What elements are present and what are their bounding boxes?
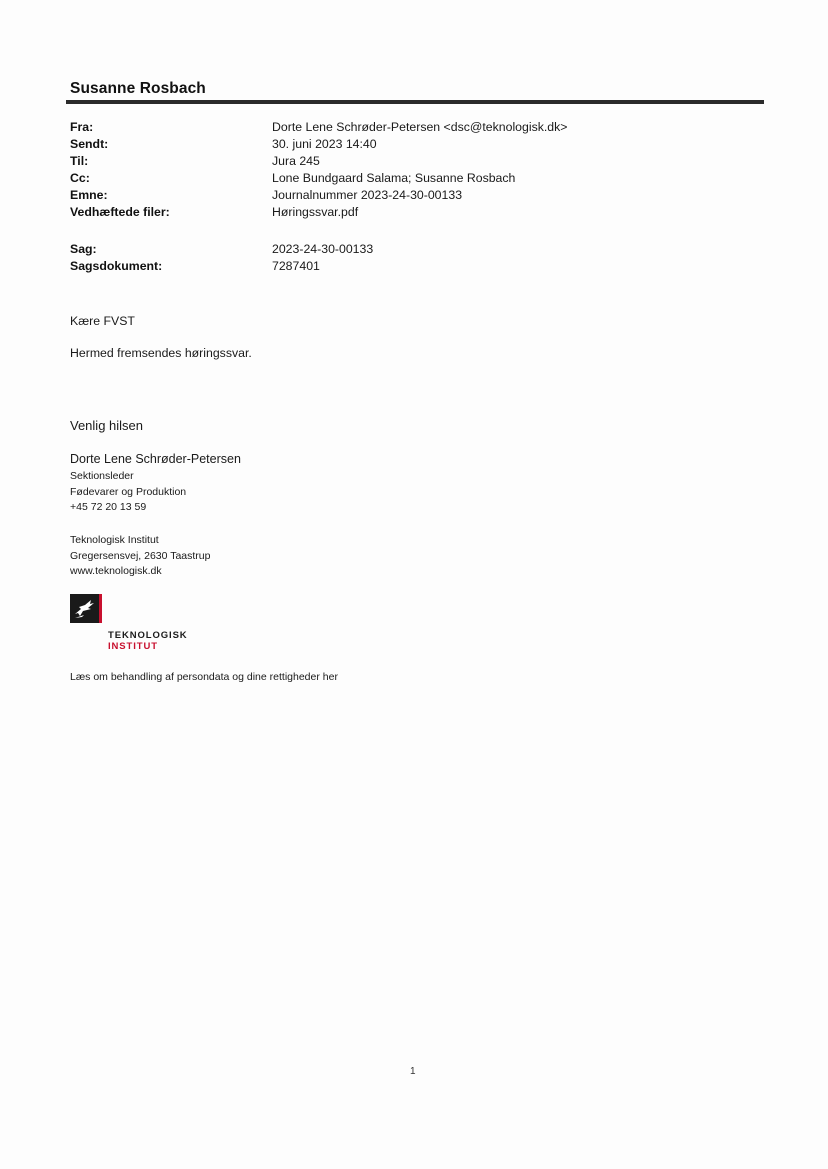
- sent-value: 30. juni 2023 14:40: [272, 137, 377, 151]
- attachments-label: Vedhæftede filer:: [70, 205, 170, 219]
- signature-company: [70, 533, 210, 580]
- header-spacer: [70, 221, 770, 241]
- from-value: Dorte Lene Schrøder-Petersen <dsc@teknologisk.dk>: [272, 120, 568, 134]
- attachment-filename: Høringssvar.pdf: [272, 205, 359, 219]
- header-row-cc: [70, 170, 770, 187]
- case-label: Sag:: [70, 242, 97, 256]
- logo-line-1: TEKNOLOGISK: [108, 630, 188, 641]
- company-address: Gregersensvej, 2630 Taastrup: [70, 549, 211, 562]
- subject-value: Journalnummer 2023-24-30-00133: [272, 188, 463, 202]
- title-divider: [66, 100, 764, 104]
- header-row-subject: [70, 187, 770, 204]
- to-label: Til:: [70, 154, 89, 168]
- header-row-to: [70, 153, 770, 170]
- header-row-from: [70, 119, 770, 136]
- sent-label: Sendt:: [70, 137, 109, 151]
- case-document-value: 7287401: [272, 259, 320, 273]
- email-header: [70, 119, 770, 275]
- subject-label: Emne:: [70, 188, 108, 202]
- header-row-case: [70, 241, 770, 258]
- logo-line-2: INSTITUT: [108, 641, 158, 652]
- closing: Venlig hilsen: [70, 418, 143, 433]
- cc-label: Cc:: [70, 171, 90, 185]
- signature-title: Sektionsleder: [70, 470, 134, 482]
- message-text: Hermed fremsendes høringssvar.: [70, 346, 252, 360]
- case-document-label: Sagsdokument:: [70, 259, 163, 273]
- header-row-sent: [70, 136, 770, 153]
- signature-name: Dorte Lene Schrøder-Petersen: [70, 452, 241, 466]
- signature-department: Fødevarer og Produktion: [70, 485, 187, 498]
- signature-phone: +45 72 20 13 59: [70, 501, 147, 513]
- to-value: Jura 245: [272, 154, 320, 168]
- privacy-notice: Læs om behandling af persondata og dine rettigheder her: [70, 671, 338, 683]
- mailbox-owner-name: Susanne Rosbach: [70, 80, 206, 97]
- greeting: Kære FVST: [70, 314, 135, 328]
- signature-contact: [70, 469, 186, 516]
- case-value: 2023-24-30-00133: [272, 242, 374, 256]
- page-number: 1: [410, 1066, 416, 1077]
- logo-wordmark: [108, 630, 188, 652]
- from-label: Fra:: [70, 120, 94, 134]
- header-row-attachments: [70, 204, 770, 221]
- cc-value: Lone Bundgaard Salama; Susanne Rosbach: [272, 171, 516, 185]
- company-website: www.teknologisk.dk: [70, 565, 162, 577]
- teknologisk-institut-logo-icon: [70, 594, 102, 623]
- company-name: Teknologisk Institut: [70, 534, 159, 546]
- header-row-case-document: [70, 258, 770, 275]
